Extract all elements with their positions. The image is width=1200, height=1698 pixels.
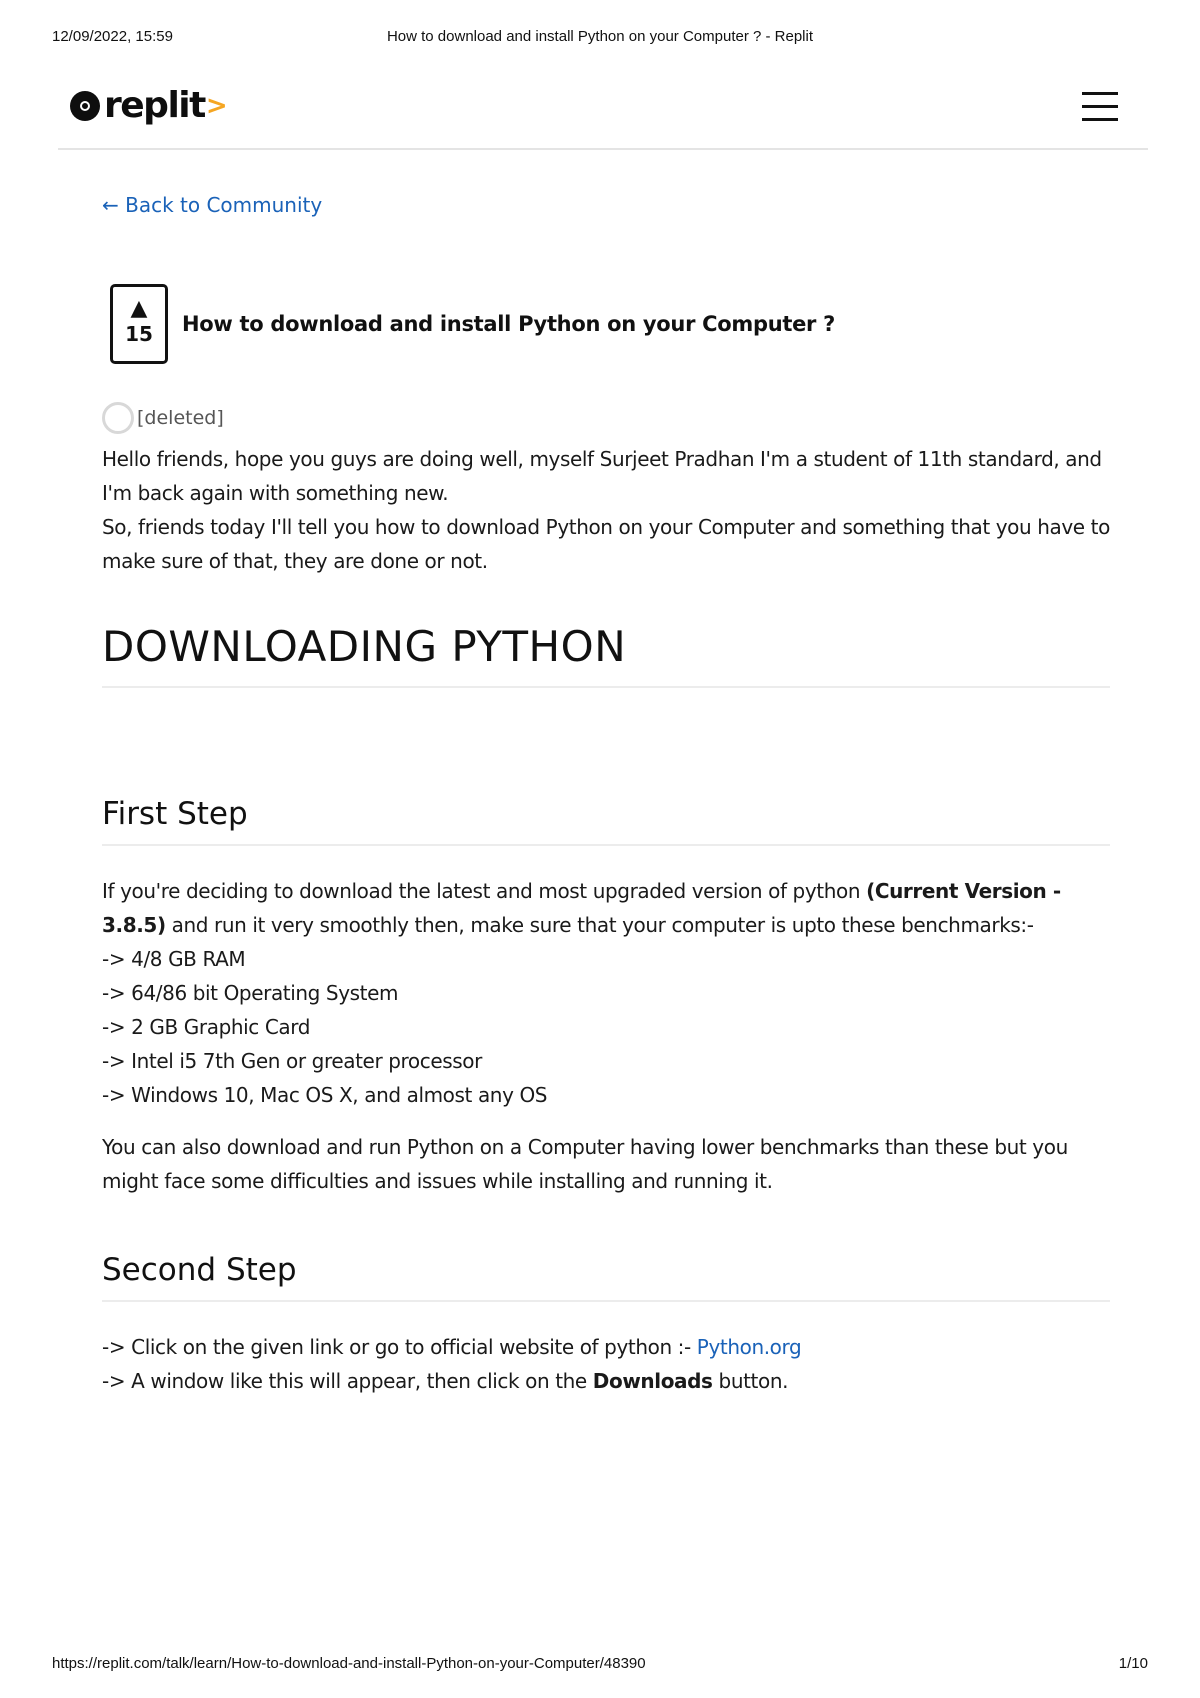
hamburger-menu-icon[interactable] <box>1082 88 1118 124</box>
print-header <box>52 28 1148 48</box>
post-content <box>102 190 1110 1393</box>
step2-line-downloads: -> A window like this will appear, then click on the Downloads button. <box>102 1369 789 1393</box>
logo-text: replit <box>104 85 205 126</box>
vote-count: 15 <box>125 322 153 346</box>
heading-downloading-python: DOWNLOADING PYTHON <box>102 622 1110 688</box>
back-to-community-link[interactable]: ← Back to Community <box>102 193 323 217</box>
replit-logo-mark-icon <box>70 91 100 121</box>
upvote-button[interactable] <box>110 284 168 364</box>
step2-line-link: -> Click on the given link or go to official website of python :- Python.org <box>102 1335 802 1359</box>
top-navbar <box>58 80 1148 150</box>
post-author[interactable] <box>102 402 224 434</box>
print-page-number: 1/10 <box>1118 1655 1148 1672</box>
first-step-paragraph <box>102 874 1110 1112</box>
requirement-item: -> 2 GB Graphic Card <box>102 1015 311 1039</box>
lower-benchmarks-note: You can also download and run Python on a Computer having lower benchmarks than these but you might face some difficulties and issues while installing and running it. <box>102 1135 1068 1193</box>
avatar <box>102 402 134 434</box>
heading-first-step: First Step <box>102 794 1110 846</box>
print-page-title: How to download and install Python on your Computer ? - Replit <box>386 28 814 45</box>
author-name: [deleted] <box>137 407 224 429</box>
requirement-item: -> Intel i5 7th Gen or greater processor <box>102 1049 482 1073</box>
python-org-link[interactable]: Python.org <box>696 1335 802 1359</box>
post-title: How to download and install Python on your Computer ? <box>182 312 835 336</box>
requirement-item: -> Windows 10, Mac OS X, and almost any OS <box>102 1083 548 1107</box>
intro-line: Hello friends, hope you guys are doing well, myself Surjeet Pradhan I'm a student of 11th standard, and I'm back again with something new. <box>102 447 1102 505</box>
logo-accent-icon: > <box>205 91 228 121</box>
print-url: https://replit.com/talk/learn/How-to-download-and-install-Python-on-your-Computer/48390 <box>52 1655 646 1672</box>
intro-paragraph <box>102 442 1110 578</box>
print-footer <box>52 1655 1148 1675</box>
requirement-item: -> 4/8 GB RAM <box>102 947 246 971</box>
heading-second-step: Second Step <box>102 1250 1110 1302</box>
replit-logo[interactable] <box>70 84 228 128</box>
requirement-item: -> 64/86 bit Operating System <box>102 981 399 1005</box>
post-header <box>110 284 835 364</box>
intro-line: So, friends today I'll tell you how to download Python on your Computer and something that you have to make sure of that, they are done or not. <box>102 515 1110 573</box>
upvote-arrow-icon: ▲ <box>130 296 148 321</box>
second-step-paragraph <box>102 1330 1110 1398</box>
benchmark-intro: If you're deciding to download the latest and most upgraded version of python (Current Version - 3.8.5) and run it very smoothly then, make sure that your computer is upto these benchmarks:- <box>102 879 1061 937</box>
print-datetime: 12/09/2022, 15:59 <box>52 28 173 45</box>
